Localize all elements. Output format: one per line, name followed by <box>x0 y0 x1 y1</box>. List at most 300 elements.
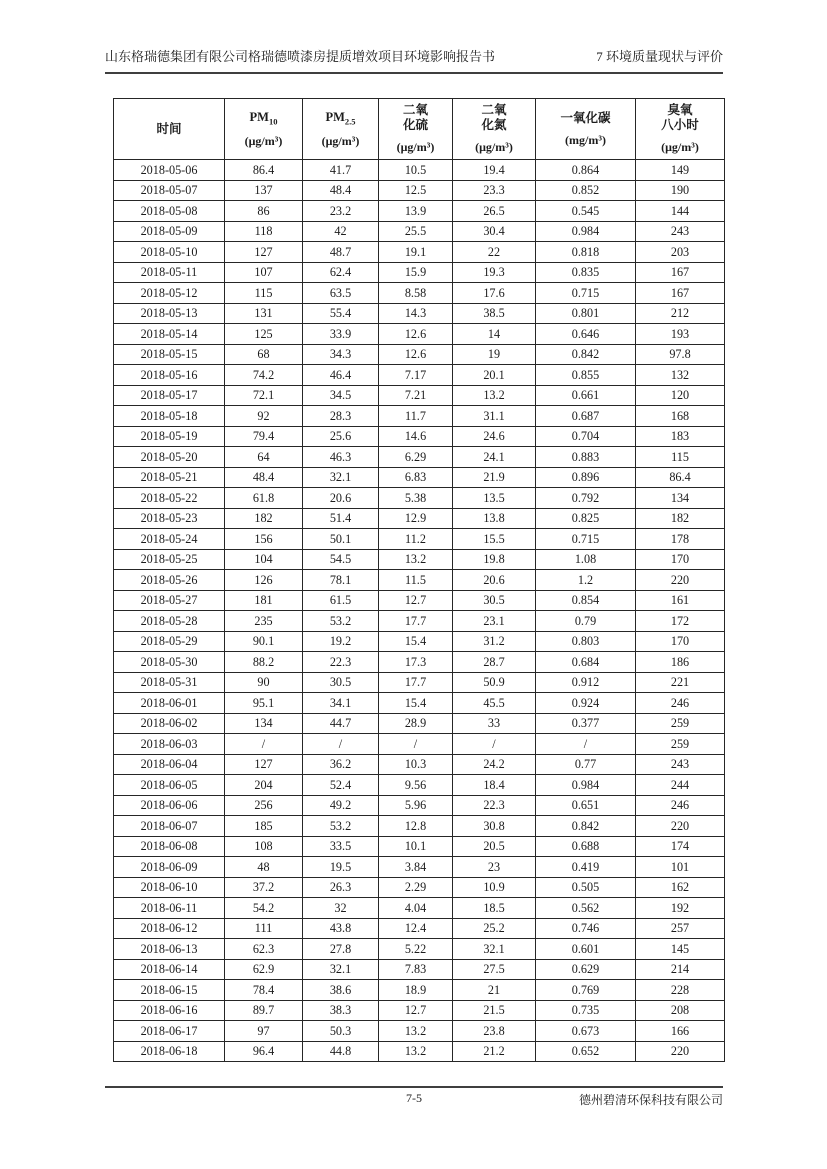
col-header-no2 <box>453 99 536 160</box>
value-cell: 48.4 <box>303 180 379 201</box>
value-cell: 19 <box>453 344 536 365</box>
value-cell: 126 <box>225 570 303 591</box>
value-cell: 30.5 <box>303 672 379 693</box>
value-cell: 186 <box>636 652 725 673</box>
value-cell: 31.2 <box>453 631 536 652</box>
value-cell: 90.1 <box>225 631 303 652</box>
table-row <box>114 754 725 775</box>
value-cell: 120 <box>636 385 725 406</box>
value-cell: 0.818 <box>536 242 636 263</box>
value-cell: 6.29 <box>379 447 453 468</box>
value-cell: 62.4 <box>303 262 379 283</box>
value-cell: 20.6 <box>303 488 379 509</box>
value-cell: 14 <box>453 324 536 345</box>
value-cell: 0.912 <box>536 672 636 693</box>
value-cell: 192 <box>636 898 725 919</box>
value-cell: 12.7 <box>379 1000 453 1021</box>
value-cell: 0.855 <box>536 365 636 386</box>
date-cell: 2018-05-10 <box>114 242 225 263</box>
table-row <box>114 303 725 324</box>
value-cell: 19.8 <box>453 549 536 570</box>
value-cell: 137 <box>225 180 303 201</box>
value-cell: 183 <box>636 426 725 447</box>
table-row <box>114 508 725 529</box>
table-row <box>114 590 725 611</box>
doc-footer <box>105 1086 723 1109</box>
value-cell: 15.5 <box>453 529 536 550</box>
value-cell: 0.652 <box>536 1041 636 1062</box>
value-cell: 23.8 <box>453 1021 536 1042</box>
value-cell: 259 <box>636 734 725 755</box>
value-cell: 19.1 <box>379 242 453 263</box>
value-cell: 0.803 <box>536 631 636 652</box>
value-cell: 23 <box>453 857 536 878</box>
table-row <box>114 426 725 447</box>
value-cell: 41.7 <box>303 160 379 181</box>
value-cell: 54.2 <box>225 898 303 919</box>
value-cell: 118 <box>225 221 303 242</box>
table-row <box>114 959 725 980</box>
value-cell: 0.825 <box>536 508 636 529</box>
value-cell: 0.79 <box>536 611 636 632</box>
date-cell: 2018-06-18 <box>114 1041 225 1062</box>
value-cell: 61.5 <box>303 590 379 611</box>
value-cell: 156 <box>225 529 303 550</box>
value-cell: 12.6 <box>379 324 453 345</box>
value-cell: 49.2 <box>303 795 379 816</box>
value-cell: 20.1 <box>453 365 536 386</box>
date-cell: 2018-05-21 <box>114 467 225 488</box>
value-cell: 0.651 <box>536 795 636 816</box>
value-cell: 167 <box>636 262 725 283</box>
value-cell: 13.5 <box>453 488 536 509</box>
value-cell: 38.6 <box>303 980 379 1001</box>
value-cell: 33.5 <box>303 836 379 857</box>
value-cell: 257 <box>636 918 725 939</box>
value-cell: / <box>303 734 379 755</box>
value-cell: 0.715 <box>536 529 636 550</box>
value-cell: 42 <box>303 221 379 242</box>
value-cell: 228 <box>636 980 725 1001</box>
value-cell: 144 <box>636 201 725 222</box>
value-cell: 8.58 <box>379 283 453 304</box>
value-cell: 51.4 <box>303 508 379 529</box>
value-cell: 107 <box>225 262 303 283</box>
table-row <box>114 652 725 673</box>
table-row <box>114 262 725 283</box>
value-cell: 12.7 <box>379 590 453 611</box>
value-cell: 21 <box>453 980 536 1001</box>
value-cell: 19.5 <box>303 857 379 878</box>
value-cell: 246 <box>636 795 725 816</box>
value-cell: 86.4 <box>636 467 725 488</box>
date-cell: 2018-05-20 <box>114 447 225 468</box>
value-cell: 0.984 <box>536 775 636 796</box>
date-cell: 2018-06-11 <box>114 898 225 919</box>
value-cell: 246 <box>636 693 725 714</box>
value-cell: 21.9 <box>453 467 536 488</box>
value-cell: 44.7 <box>303 713 379 734</box>
value-cell: 62.9 <box>225 959 303 980</box>
value-cell: 48.7 <box>303 242 379 263</box>
value-cell: 32 <box>303 898 379 919</box>
value-cell: 72.1 <box>225 385 303 406</box>
col-unit: (μg/m³) <box>661 140 699 155</box>
value-cell: 125 <box>225 324 303 345</box>
value-cell: 111 <box>225 918 303 939</box>
table-row <box>114 324 725 345</box>
value-cell: 127 <box>225 754 303 775</box>
value-cell: 134 <box>636 488 725 509</box>
col-header-pm25 <box>303 99 379 160</box>
value-cell: 34.3 <box>303 344 379 365</box>
value-cell: 25.6 <box>303 426 379 447</box>
date-cell: 2018-06-16 <box>114 1000 225 1021</box>
table-row <box>114 201 725 222</box>
date-cell: 2018-06-06 <box>114 795 225 816</box>
table-row <box>114 1000 725 1021</box>
date-cell: 2018-05-29 <box>114 631 225 652</box>
value-cell: 26.5 <box>453 201 536 222</box>
value-cell: 3.84 <box>379 857 453 878</box>
value-cell: 48.4 <box>225 467 303 488</box>
value-cell: 7.21 <box>379 385 453 406</box>
value-cell: 10.3 <box>379 754 453 775</box>
value-cell: 27.5 <box>453 959 536 980</box>
value-cell: 4.04 <box>379 898 453 919</box>
value-cell: 18.5 <box>453 898 536 919</box>
value-cell: 11.7 <box>379 406 453 427</box>
date-cell: 2018-05-12 <box>114 283 225 304</box>
value-cell: 166 <box>636 1021 725 1042</box>
col-label: 臭氧 八小时 <box>661 103 699 133</box>
value-cell: 22.3 <box>303 652 379 673</box>
value-cell: 13.9 <box>379 201 453 222</box>
date-cell: 2018-05-14 <box>114 324 225 345</box>
col-label: $PM_{2.5}$ <box>325 109 356 127</box>
col-header-time <box>114 99 225 160</box>
value-cell: 101 <box>636 857 725 878</box>
value-cell: 0.673 <box>536 1021 636 1042</box>
date-cell: 2018-06-14 <box>114 959 225 980</box>
table-row <box>114 242 725 263</box>
value-cell: 5.22 <box>379 939 453 960</box>
value-cell: 97 <box>225 1021 303 1042</box>
col-label: 时间 <box>156 121 182 136</box>
value-cell: 0.801 <box>536 303 636 324</box>
company-name: 德州碧清环保科技有限公司 <box>578 1093 723 1107</box>
value-cell: 11.5 <box>379 570 453 591</box>
col-header-pm10 <box>225 99 303 160</box>
table-row <box>114 939 725 960</box>
col-label: $PM_{10}$ <box>249 109 278 127</box>
value-cell: 0.562 <box>536 898 636 919</box>
value-cell: 168 <box>636 406 725 427</box>
value-cell: 86 <box>225 201 303 222</box>
value-cell: 0.896 <box>536 467 636 488</box>
date-cell: 2018-05-16 <box>114 365 225 386</box>
value-cell: 96.4 <box>225 1041 303 1062</box>
date-cell: 2018-05-13 <box>114 303 225 324</box>
value-cell: 34.1 <box>303 693 379 714</box>
value-cell: 259 <box>636 713 725 734</box>
value-cell: 63.5 <box>303 283 379 304</box>
table-row <box>114 447 725 468</box>
value-cell: 26.3 <box>303 877 379 898</box>
value-cell: 12.4 <box>379 918 453 939</box>
value-cell: 220 <box>636 1041 725 1062</box>
value-cell: 190 <box>636 180 725 201</box>
header-left-title: 山东格瑞德集团有限公司格瑞德喷漆房提质增效项目环境影响报告书 <box>105 49 496 64</box>
col-header-co <box>536 99 636 160</box>
value-cell: 13.2 <box>379 1041 453 1062</box>
table-row <box>114 918 725 939</box>
date-cell: 2018-05-11 <box>114 262 225 283</box>
value-cell: 0.735 <box>536 1000 636 1021</box>
date-cell: 2018-06-17 <box>114 1021 225 1042</box>
value-cell: 7.17 <box>379 365 453 386</box>
date-cell: 2018-06-05 <box>114 775 225 796</box>
value-cell: 5.96 <box>379 795 453 816</box>
value-cell: 54.5 <box>303 549 379 570</box>
value-cell: 1.08 <box>536 549 636 570</box>
date-cell: 2018-05-31 <box>114 672 225 693</box>
value-cell: 95.1 <box>225 693 303 714</box>
date-cell: 2018-05-24 <box>114 529 225 550</box>
value-cell: 0.842 <box>536 816 636 837</box>
table-row <box>114 795 725 816</box>
value-cell: 0.77 <box>536 754 636 775</box>
value-cell: 0.835 <box>536 262 636 283</box>
col-label: 一氧化碳 <box>560 110 611 125</box>
col-header-so2 <box>379 99 453 160</box>
value-cell: 38.3 <box>303 1000 379 1021</box>
value-cell: 89.7 <box>225 1000 303 1021</box>
value-cell: 34.5 <box>303 385 379 406</box>
air-quality-table <box>113 98 725 1062</box>
value-cell: 64 <box>225 447 303 468</box>
value-cell: 220 <box>636 570 725 591</box>
date-cell: 2018-05-27 <box>114 590 225 611</box>
value-cell: 25.2 <box>453 918 536 939</box>
value-cell: 15.4 <box>379 631 453 652</box>
date-cell: 2018-05-19 <box>114 426 225 447</box>
value-cell: 97.8 <box>636 344 725 365</box>
table-row <box>114 365 725 386</box>
value-cell: 115 <box>636 447 725 468</box>
value-cell: / <box>225 734 303 755</box>
value-cell: 78.1 <box>303 570 379 591</box>
value-cell: 17.3 <box>379 652 453 673</box>
page-number: 7-5 <box>406 1091 422 1105</box>
date-cell: 2018-05-22 <box>114 488 225 509</box>
value-cell: 10.9 <box>453 877 536 898</box>
table-row <box>114 283 725 304</box>
value-cell: 170 <box>636 549 725 570</box>
date-cell: 2018-05-23 <box>114 508 225 529</box>
value-cell: 132 <box>636 365 725 386</box>
value-cell: 193 <box>636 324 725 345</box>
value-cell: 15.9 <box>379 262 453 283</box>
date-cell: 2018-06-04 <box>114 754 225 775</box>
value-cell: 86.4 <box>225 160 303 181</box>
value-cell: / <box>453 734 536 755</box>
value-cell: 149 <box>636 160 725 181</box>
value-cell: 32.1 <box>303 959 379 980</box>
date-cell: 2018-05-28 <box>114 611 225 632</box>
value-cell: 221 <box>636 672 725 693</box>
value-cell: 0.419 <box>536 857 636 878</box>
footer-row <box>105 1091 723 1109</box>
value-cell: 6.83 <box>379 467 453 488</box>
table-row <box>114 549 725 570</box>
value-cell: 0.601 <box>536 939 636 960</box>
value-cell: 10.5 <box>379 160 453 181</box>
col-unit: (μg/m³) <box>244 133 283 148</box>
value-cell: 46.4 <box>303 365 379 386</box>
value-cell: 0.769 <box>536 980 636 1001</box>
col-unit: (μg/m³) <box>321 133 360 148</box>
value-cell: 30.4 <box>453 221 536 242</box>
date-cell: 2018-05-06 <box>114 160 225 181</box>
value-cell: 43.8 <box>303 918 379 939</box>
value-cell: 104 <box>225 549 303 570</box>
date-cell: 2018-06-13 <box>114 939 225 960</box>
value-cell: 131 <box>225 303 303 324</box>
value-cell: 92 <box>225 406 303 427</box>
value-cell: 31.1 <box>453 406 536 427</box>
table-row <box>114 488 725 509</box>
value-cell: 0.687 <box>536 406 636 427</box>
table-row <box>114 529 725 550</box>
value-cell: 243 <box>636 754 725 775</box>
value-cell: 0.864 <box>536 160 636 181</box>
value-cell: 78.4 <box>225 980 303 1001</box>
value-cell: 208 <box>636 1000 725 1021</box>
value-cell: 244 <box>636 775 725 796</box>
table-body <box>114 160 725 1062</box>
table-row <box>114 775 725 796</box>
col-unit: (mg/m³) <box>565 132 606 147</box>
table-row <box>114 672 725 693</box>
value-cell: 52.4 <box>303 775 379 796</box>
value-cell: 19.4 <box>453 160 536 181</box>
value-cell: 50.3 <box>303 1021 379 1042</box>
value-cell: 38.5 <box>453 303 536 324</box>
value-cell: 12.9 <box>379 508 453 529</box>
value-cell: 44.8 <box>303 1041 379 1062</box>
value-cell: 9.56 <box>379 775 453 796</box>
value-cell: 48 <box>225 857 303 878</box>
table-row <box>114 385 725 406</box>
value-cell: 0.505 <box>536 877 636 898</box>
table-row <box>114 221 725 242</box>
value-cell: 33.9 <box>303 324 379 345</box>
value-cell: 20.5 <box>453 836 536 857</box>
date-cell: 2018-05-09 <box>114 221 225 242</box>
value-cell: 243 <box>636 221 725 242</box>
value-cell: 13.2 <box>453 385 536 406</box>
value-cell: 167 <box>636 283 725 304</box>
date-cell: 2018-06-02 <box>114 713 225 734</box>
value-cell: 161 <box>636 590 725 611</box>
value-cell: 182 <box>225 508 303 529</box>
value-cell: 28.3 <box>303 406 379 427</box>
value-cell: 174 <box>636 836 725 857</box>
value-cell: 7.83 <box>379 959 453 980</box>
value-cell: 15.4 <box>379 693 453 714</box>
value-cell: 30.5 <box>453 590 536 611</box>
table-row <box>114 631 725 652</box>
value-cell: 0.684 <box>536 652 636 673</box>
value-cell: 37.2 <box>225 877 303 898</box>
header-right-title: 7 环境质量现状与评价 <box>596 49 723 64</box>
value-cell: 53.2 <box>303 611 379 632</box>
table-row <box>114 898 725 919</box>
value-cell: 182 <box>636 508 725 529</box>
value-cell: 0.792 <box>536 488 636 509</box>
value-cell: 11.2 <box>379 529 453 550</box>
table-row <box>114 160 725 181</box>
value-cell: 0.842 <box>536 344 636 365</box>
table-row <box>114 980 725 1001</box>
col-header-o3 <box>636 99 725 160</box>
date-cell: 2018-05-25 <box>114 549 225 570</box>
value-cell: / <box>379 734 453 755</box>
date-cell: 2018-05-18 <box>114 406 225 427</box>
date-cell: 2018-06-07 <box>114 816 225 837</box>
value-cell: 108 <box>225 836 303 857</box>
value-cell: 22.3 <box>453 795 536 816</box>
table-row <box>114 734 725 755</box>
value-cell: 46.3 <box>303 447 379 468</box>
table-row <box>114 1021 725 1042</box>
value-cell: 0.883 <box>536 447 636 468</box>
date-cell: 2018-06-03 <box>114 734 225 755</box>
value-cell: 13.2 <box>379 549 453 570</box>
table-row <box>114 1041 725 1062</box>
table-row <box>114 467 725 488</box>
value-cell: 20.6 <box>453 570 536 591</box>
value-cell: 145 <box>636 939 725 960</box>
value-cell: 30.8 <box>453 816 536 837</box>
value-cell: 204 <box>225 775 303 796</box>
value-cell: 0.984 <box>536 221 636 242</box>
value-cell: 23.2 <box>303 201 379 222</box>
date-cell: 2018-05-07 <box>114 180 225 201</box>
value-cell: 17.7 <box>379 611 453 632</box>
value-cell: 19.2 <box>303 631 379 652</box>
date-cell: 2018-06-10 <box>114 877 225 898</box>
date-cell: 2018-06-12 <box>114 918 225 939</box>
doc-header <box>105 50 723 74</box>
value-cell: 0.746 <box>536 918 636 939</box>
value-cell: 185 <box>225 816 303 837</box>
value-cell: 13.2 <box>379 1021 453 1042</box>
value-cell: 21.5 <box>453 1000 536 1021</box>
date-cell: 2018-05-08 <box>114 201 225 222</box>
value-cell: 220 <box>636 816 725 837</box>
date-cell: 2018-06-15 <box>114 980 225 1001</box>
col-label: 二氧 化硫 <box>402 103 428 133</box>
date-cell: 2018-05-17 <box>114 385 225 406</box>
value-cell: 178 <box>636 529 725 550</box>
value-cell: 18.4 <box>453 775 536 796</box>
value-cell: 0.852 <box>536 180 636 201</box>
value-cell: 5.38 <box>379 488 453 509</box>
value-cell: 127 <box>225 242 303 263</box>
value-cell: 0.688 <box>536 836 636 857</box>
